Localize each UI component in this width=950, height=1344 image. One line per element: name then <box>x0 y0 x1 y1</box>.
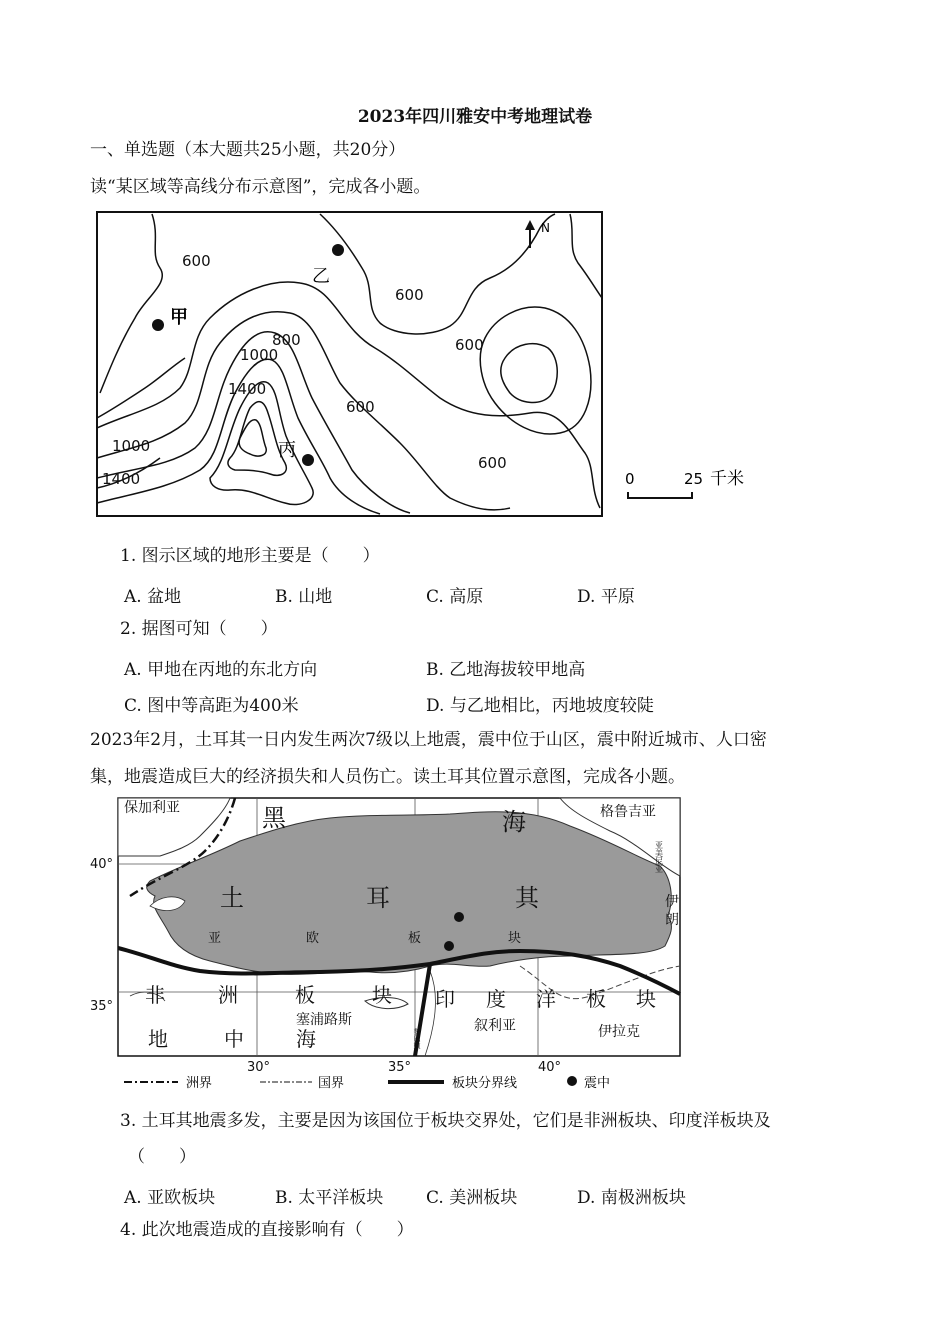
label-yi: 乙 <box>312 266 330 287</box>
q3-option-c[interactable]: C. 美洲板块 <box>426 1188 518 1208</box>
label-indian-4: 板 <box>586 987 606 1011</box>
tick-lon35: 35° <box>388 1060 412 1075</box>
svg-text:N: N <box>541 221 550 235</box>
label-syria: 叙利亚 <box>474 1018 516 1034</box>
label-iran-1: 伊 <box>665 894 679 910</box>
q2-option-b[interactable]: B. 乙地海拔较甲地高 <box>426 660 586 680</box>
q4-stem: 4. 此次地震造成的直接影响有（ ） <box>120 1220 414 1240</box>
contour-label: 600 <box>346 398 375 416</box>
q2-option-a[interactable]: A. 甲地在丙地的东北方向 <box>124 660 318 680</box>
q2-stem: 2. 据图可知（ ） <box>120 619 278 639</box>
label-eurasian-4: 块 <box>508 931 522 946</box>
label-cyprus: 塞浦路斯 <box>296 1012 352 1028</box>
label-indian-5: 块 <box>636 987 656 1011</box>
label-georgia: 格鲁吉亚 <box>600 804 656 820</box>
map-legend <box>124 1075 610 1091</box>
label-armenia: 亚美尼亚 <box>654 841 664 873</box>
label-jia: 甲 <box>170 307 188 328</box>
contour-label: 800 <box>272 331 301 349</box>
contour-label: 1400 <box>228 380 267 398</box>
svg-text:国界: 国界 <box>318 1076 345 1091</box>
contour-label: 1400 <box>102 470 141 488</box>
label-african-3: 板 <box>295 983 315 1007</box>
intro-2-line-2: 集，地震造成巨大的经济损失和人员伤亡。读土耳其位置示意图，完成各小题。 <box>90 767 685 787</box>
svg-text:震中: 震中 <box>584 1076 611 1091</box>
svg-text:0: 0 <box>625 470 635 488</box>
q1-option-d[interactable]: D. 平原 <box>577 587 635 607</box>
tick-lon30: 30° <box>247 1060 271 1075</box>
q3-option-a[interactable]: A. 亚欧板块 <box>124 1188 216 1208</box>
label-lebanon-israel: 黎巴嫩 <box>413 1028 421 1049</box>
contour-label: 600 <box>455 336 484 354</box>
label-turkey-2: 耳 <box>366 884 390 912</box>
q1-stem: 1. 图示区域的地形主要是（ ） <box>120 546 380 566</box>
page-title: 2023年四川雅安中考地理试卷 <box>357 107 593 127</box>
contour-label: 1000 <box>240 346 279 364</box>
label-indian-2: 度 <box>486 987 506 1011</box>
q3-option-b[interactable]: B. 太平洋板块 <box>275 1188 384 1208</box>
q3-option-d[interactable]: D. 南极洲板块 <box>577 1188 686 1208</box>
label-bing: 丙 <box>278 440 296 461</box>
label-eurasian-2: 欧 <box>306 931 320 946</box>
turkey-map <box>90 796 690 1096</box>
q3-stem-line-1: 3. 土耳其地震多发，主要是因为该国位于板块交界处，它们是非洲板块、印度洋板块及 <box>120 1111 771 1131</box>
label-iraq: 伊拉克 <box>598 1024 640 1040</box>
label-med-2: 中 <box>224 1027 244 1051</box>
q3-stem-line-2: （ ） <box>128 1147 196 1167</box>
contour-label: 600 <box>182 252 211 270</box>
q1-option-b[interactable]: B. 山地 <box>275 587 333 607</box>
label-med-3: 海 <box>296 1027 316 1051</box>
label-black-sea-2: 海 <box>502 808 526 836</box>
label-eurasian-3: 板 <box>408 931 422 946</box>
q1-option-c[interactable]: C. 高原 <box>426 587 484 607</box>
q2-option-c[interactable]: C. 图中等高距为400米 <box>124 696 299 716</box>
label-turkey-1: 土 <box>220 884 244 912</box>
contour-label: 600 <box>478 454 507 472</box>
label-eurasian-1: 亚 <box>208 931 222 946</box>
label-indian-1: 印 <box>435 987 455 1011</box>
contour-label: 1000 <box>112 437 151 455</box>
tick-lon40: 40° <box>538 1060 562 1075</box>
tick-lat35: 35° <box>90 999 114 1014</box>
label-african-1: 非 <box>145 983 165 1007</box>
label-turkey-3: 其 <box>515 884 539 912</box>
label-african-4: 块 <box>372 983 392 1007</box>
svg-text:25: 25 <box>684 470 704 488</box>
contour-label: 600 <box>395 286 424 304</box>
label-african-2: 洲 <box>218 983 238 1007</box>
intro-1: 读“某区域等高线分布示意图”，完成各小题。 <box>90 177 431 197</box>
label-black-sea-1: 黑 <box>262 804 286 832</box>
svg-text:板块分界线: 板块分界线 <box>452 1076 518 1091</box>
scale-bar <box>625 469 744 498</box>
intro-2-line-1: 2023年2月，土耳其一日内发生两次7级以上地震，震中位于山区，震中附近城市、人口密 <box>90 730 767 750</box>
svg-text:洲界: 洲界 <box>186 1076 213 1091</box>
label-iran-2: 朗 <box>665 912 679 928</box>
section-heading: 一、单选题（本大题共25小题，共20分） <box>90 140 406 160</box>
tick-lat40: 40° <box>90 857 114 872</box>
label-bulgaria: 保加利亚 <box>124 800 180 816</box>
label-indian-3: 洋 <box>536 987 556 1011</box>
label-med-1: 地 <box>148 1027 168 1051</box>
q2-option-d[interactable]: D. 与乙地相比，丙地坡度较陡 <box>426 696 654 716</box>
svg-text:千米: 千米 <box>710 469 744 489</box>
q1-option-a[interactable]: A. 盆地 <box>124 587 182 607</box>
contour-map <box>90 208 770 523</box>
